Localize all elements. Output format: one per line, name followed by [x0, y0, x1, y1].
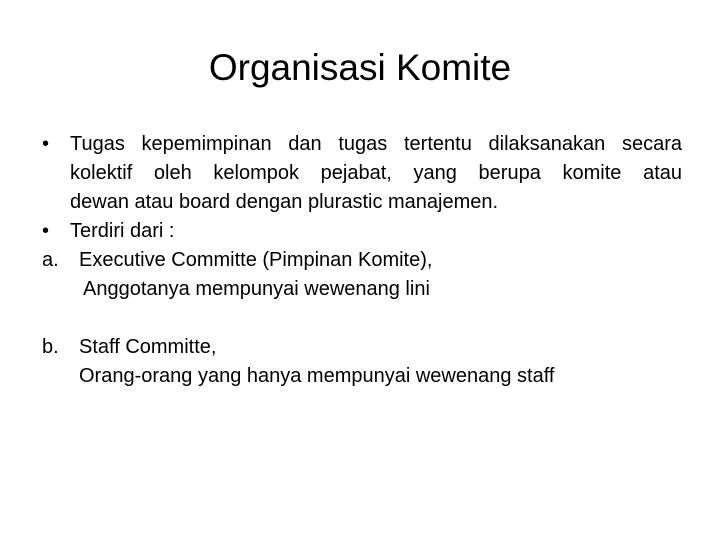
spacer — [42, 304, 682, 333]
bullet-line: Tugas kepemimpinan dan tugas tertentu dilaksanakan secara — [70, 133, 682, 155]
bullet-line: dewan atau board dengan plurastic manajemen. — [70, 191, 499, 213]
slide-content — [42, 130, 682, 391]
list-item-executive-committe — [42, 246, 682, 304]
list-item-staff-committe — [42, 333, 682, 391]
bullet-item-tugas — [42, 130, 682, 217]
bullet-line: Terdiri dari : — [70, 220, 175, 242]
bullet-line: kolektif oleh kelompok pejabat, yang berupa komite atau — [70, 162, 682, 184]
bullet-text — [70, 217, 682, 246]
bullet-text — [70, 130, 682, 217]
list-item-description: Anggotanya mempunyai wewenang lini — [83, 278, 430, 300]
list-item-heading: Staff Committe, — [79, 336, 217, 358]
list-item-heading: Executive Committe (Pimpinan Komite), — [79, 249, 433, 271]
slide-title: Organisasi Komite — [208, 47, 512, 88]
bullet-marker: • — [42, 220, 50, 242]
list-marker: b. — [42, 336, 59, 358]
list-marker: a. — [42, 249, 59, 271]
bullet-marker: • — [42, 133, 50, 155]
list-item-description: Orang-orang yang hanya mempunyai wewenang staff — [79, 365, 555, 387]
bullet-item-terdiri — [42, 217, 682, 246]
